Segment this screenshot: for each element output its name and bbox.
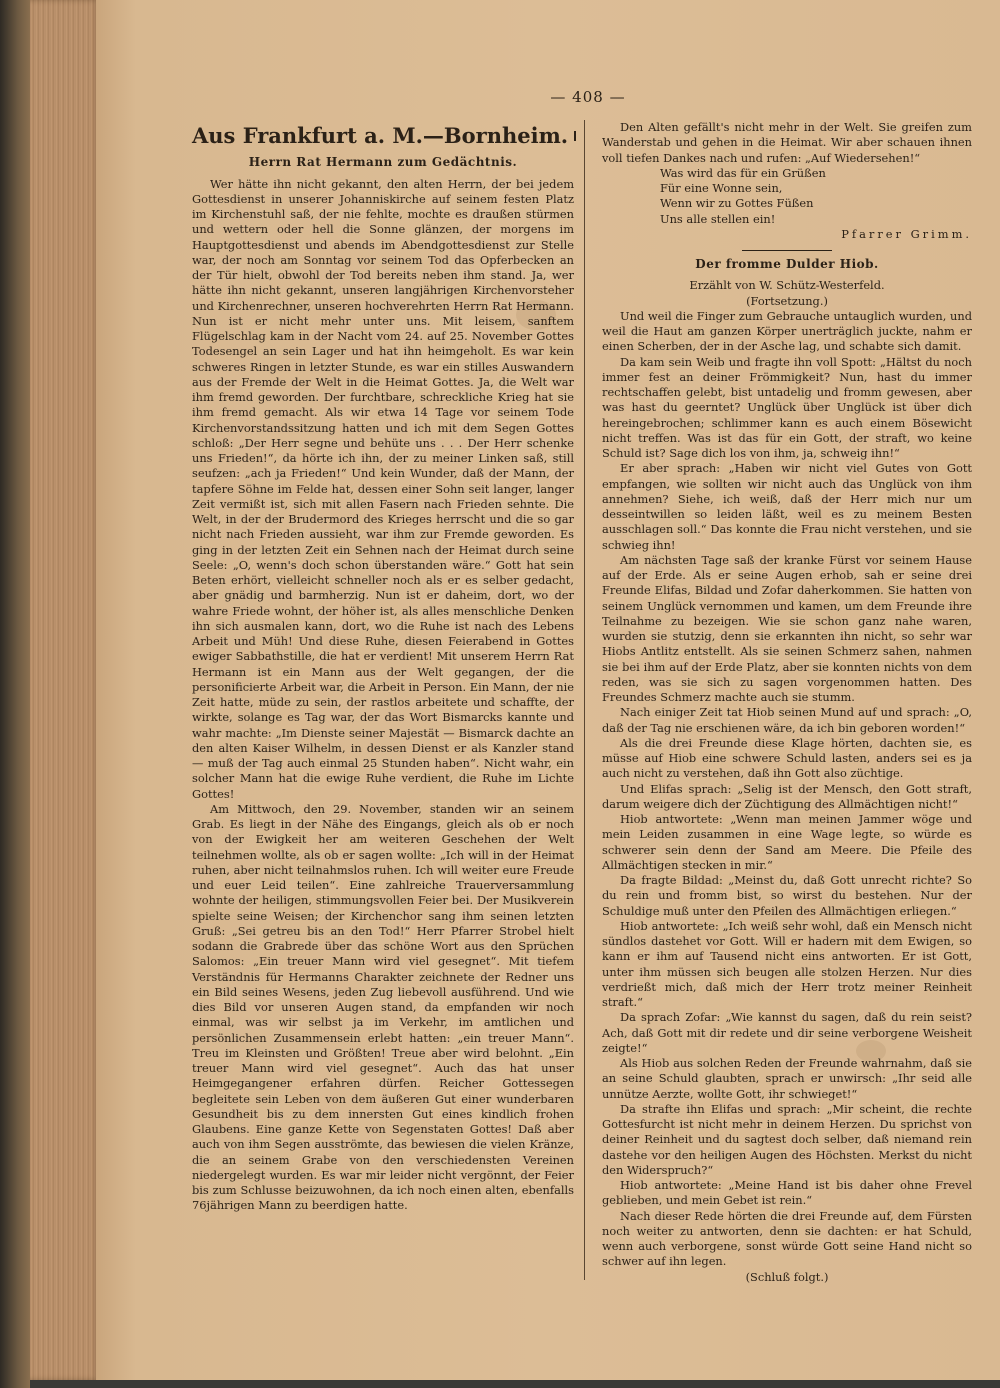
paragraph: Als die drei Freunde diese Klage hörten, dachten sie, es müsse auf Hiob eine schwere Schuld lasten, anders sei es ja auch nicht zu verstehen, daß ihn Gott also züchtige. [602,735,972,781]
poem-line: Uns alle stellen ein! [660,211,776,226]
story-title: Der fromme Dulder Hiob. [695,257,879,271]
paragraph: Da kam sein Weib und fragte ihn voll Spott: „Hältst du noch immer fest an deiner Frömmigkeit? Nun, hast du immer rechtschaffen gelebt, bist untadelig und fromm gewesen, aber was hast du geerntet? Unglück über Unglück ist über dich hereingebrochen; schlimmer kann es auch einem Bösewicht nicht treffen. Was ist das für ein Gott, der straft, wo keine Schuld ist? Sage dich los von ihm, ja, schweig ihn!“ [602,354,972,460]
article-subtitle: Herrn Rat Hermann zum Gedächtnis. [248,155,518,170]
paragraph: Und Elifas sprach: „Selig ist der Mensch, den Gott straft, darum weigere dich der Züchtigung des Allmächtigen nicht!“ [602,781,972,811]
poem [602,166,972,227]
divider [742,250,832,251]
page-edges [30,0,100,1380]
right-column [602,120,972,1285]
poem-line: Wenn wir zu Gottes Füßen [660,196,814,211]
paragraph: Er aber sprach: „Haben wir nicht viel Gutes von Gott empfangen, wie sollten wir nicht auch das Unglück von ihm annehmen? Siehe, ich weiß, daß der Herr mich nur um desseintwillen so leiden läßt, weil es zu meinem Besten ausschlagen soll.“ Das konnte die Frau nicht verstehen, und sie schwieg ihn! [602,461,972,552]
story-continuation: (Fortsetzung.) [746,293,828,308]
square-ornament-icon [574,131,576,141]
paragraph: Hiob antwortete: „Ich weiß sehr wohl, daß ein Mensch nicht sündlos dastehet vor Gott. Will er hadern mit dem Ewigen, so kann er ihm auf Tausend nicht eins antworten. Er ist Gott, unter ihm müssen sich beugen alle stolzen Herzen. Nur dies verdrießt mich, daß mich der Herr trotz meiner Reinheit straft.“ [602,918,972,1009]
poem-line: Was wird das für ein Grüßen [660,165,826,180]
paragraph: Am nächsten Tage saß der kranke Fürst vor seinem Hause auf der Erde. Als er seine Augen erhob, sah er seine drei Freunde Elifas, Bildad und Zofar daherkommen. Sie hatten von seinem Unglück vernommen und kamen, um dem Freunde ihre Teilnahme zu bezeigen. Wie sie schon ganz nahe waren, wurden sie stutzig, denn sie erkannten ihn nicht, so sehr war Hiobs Antlitz entstellt. Als sie seinen Schmerz sahen, nahmen sie bei ihm auf der Erde Platz, aber sie konnten nichts von dem reden, was sie sich zu sagen vorgenommen hatten. Des Freundes Schmerz machte auch sie stumm. [602,552,972,704]
section-title: Aus Frankfurt a. M.—Bornheim. [192,123,569,148]
end-note: (Schluß folgt.) [745,1269,829,1284]
paragraph: Da fragte Bildad: „Meinst du, daß Gott unrecht richte? So du rein und fromm bist, so wirst du bestehen. Nur der Schuldige muß unter den Pfeilen des Allmächtigen erliegen.“ [602,873,972,918]
paragraph: Wer hätte ihn nicht gekannt, den alten Herrn, der bei jedem Gottesdienst in unserer Johanniskirche auf seinem festen Platz im Kirchenstuhl saß, der nie fehlte, mochte es draußen stürmen und wettern oder hell die Sonne glänzen, der morgens im Hauptgottesdienst und abends im Abendgottesdienst zur Stelle war, der noch am Sonntag vor seinem Tod das Opferbecken an der Tür hielt, obwohl der Tod bereits neben ihm stand. Ja, wer hätte ihn nicht gekannt, unseren langjährigen Kirchenvorsteher und Kirchenrechner, unseren hochverehrten Herrn Rat Hermann. Nun ist er nicht mehr unter uns. Mit leisem, sanftem Flügelschlag kam in der Nacht vom 24. auf 25. November Gottes Todesengel an sein Lager und hat ihn heimgeholt. Es war kein schweres Ringen in letzter Stunde, es war ein stilles Auswandern aus der Fremde der Welt in die Heimat Gottes. Ja, die Welt war ihm fremd geworden. Der furchtbare, schreckliche Krieg hat sie ihm fremd gemacht. Als wir etwa 14 Tage vor seinem Tode Kirchenvorstandssitzung hatten und ich mit dem Segen Gottes schloß: „Der Herr segne und behüte uns . . . Der Herr schenke uns Frieden!“, da hörte ich ihn, der zu meiner Linken saß, still seufzen: „ach ja Frieden!“ Und kein Wunder, daß der Mann, der tapfere Söhne im Felde hat, dessen einer Sohn seit langer, langer Zeit vermißt ist, sich mit allen Fasern nach Frieden sehnte. Die Welt, in der der Brudermord des Krieges herrscht und die so gar nicht nach Frieden aussieht, war ihm zur Fremde geworden. Es ging in der letzten Zeit ein Sehnen nach der Heimat durch seine Seele: „O, wenn's doch schon überstanden wäre.“ Gott hat sein Beten erhört, vielleicht schneller noch als er es selber gedacht, aber gnädig und barmherzig. Nun ist er daheim, dort, wo der wahre Friede wohnt, der höher ist, als alles menschliche Denken ihn sich ausmalen kann, dort, wo die Ruhe ist nach des Lebens Arbeit und Müh! Und diese Ruhe, diesen Feierabend in Gottes ewiger Sabbathstille, die hat er verdient! Mit unserem Herrn Rat Hermann ist ein Mann aus der Welt gegangen, der die personificierte Arbeit war, die Arbeit in Person. Ein Mann, der nie Zeit hatte, müde zu sein, der rastlos arbeitete und schaffte, der wirkte, solange es Tag war, der das Wort Bismarcks kannte und wahr machte: „Im Dienste seiner Majestät — Bismarck dachte an den alten Kaiser Wilhelm, in dessen Dienst er als Kanzler stand — muß der Tag auch einmal 25 Stunden haben“. Nicht wahr, ein solcher Mann hat die ewige Ruhe verdient, die Ruhe im Lichte Gottes! [192,176,574,801]
paragraph: Und weil die Finger zum Gebrauche untauglich wurden, und weil die Haut am ganzen Körper unerträglich juckte, nahm er einen Scherben, der in der Asche lag, und schabte sich damit. [602,308,972,354]
paragraph: Da sprach Zofar: „Wie kannst du sagen, daß du rein seist? Ach, daß Gott mit dir redete und dir seine verborgene Weisheit zeigte!“ [602,1010,972,1055]
left-column [192,120,574,1214]
book-spine [0,0,30,1388]
column-divider [584,120,585,1280]
paragraph: Hiob antwortete: „Wenn man meinen Jammer wöge und mein Leiden zusammen in eine Wage legte, so würde es schwerer sein denn der Sand am Meere. Die Pfeile des Allmächtigen stecken in mir.“ [602,812,972,872]
paragraph: Nach einiger Zeit tat Hiob seinen Mund auf und sprach: „O, daß der Tag nie erschienen wäre, da ich bin geboren worden!“ [602,705,972,735]
page-number: — 408 — [550,88,626,106]
paragraph: Da strafte ihn Elifas und sprach: „Mir scheint, die rechte Gottesfurcht ist nicht mehr in deinem Herzen. Du sprichst von deiner Reinheit und du sagtest doch selber, daß niemand rein dastehe vor den heiligen Augen des Höchsten. Merkst du nicht den Widerspruch?“ [602,1101,972,1177]
story-byline: Erzählt von W. Schütz-Westerfeld. [689,278,885,293]
paragraph: Nach dieser Rede hörten die drei Freunde auf, dem Fürsten noch weiter zu antworten, denn sie dachten: er hat Schuld, wenn auch verborgene, sonst würde Gott seine Hand nicht so schwer auf ihn legen. [602,1208,972,1269]
section-heading [192,123,574,148]
scanned-page [96,0,1000,1380]
poem-line: Für eine Wonne sein, [660,181,783,195]
paragraph: Hiob antwortete: „Meine Hand ist bis daher ohne Frevel geblieben, und mein Gebet ist rein.“ [602,1178,972,1208]
paragraph: Den Alten gefällt's nicht mehr in der Welt. Sie greifen zum Wanderstab und gehen in die Heimat. Wir aber schauen ihnen voll tiefen Dankes nach und rufen: „Auf Wiedersehen!“ [602,120,972,165]
paragraph: Als Hiob aus solchen Reden der Freunde wahrnahm, daß sie an seine Schuld glaubten, sprach er unwirsch: „Ihr seid alle unnütze Aerzte, wollte Gott, ihr schwieget!“ [602,1056,972,1101]
signature: Pfarrer Grimm. [841,226,972,241]
paragraph: Am Mittwoch, den 29. November, standen wir an seinem Grab. Es liegt in der Nähe des Eingangs, gleich als ob er noch von der Ewigkeit her am weiteren Geschehen der Welt teilnehmen wollte, als ob er sagen wollte: „Ich will in der Heimat ruhen, aber nicht teilnahmslos ruhen. Ich will weiter eure Freude und euer Leid teilen“. Eine zahlreiche Trauerversammlung wohnte der heiligen, stimmungsvollen Feier bei. Der Musikverein spielte seine Weisen; der Kirchenchor sang ihm seinen letzten Gruß: „Sei getreu bis an den Tod!“ Herr Pfarrer Strobel hielt sodann die Grabrede über das schöne Wort aus den Sprüchen Salomos: „Ein treuer Mann wird viel gesegnet“. Mit tiefem Verständnis für Hermanns Charakter zeichnete der Redner uns ein Bild seines Wesens, jeden Zug liebevoll ausführend. Und wie dies Bild vor unseren Augen stand, da empfanden wir noch einmal, was wir selbst ja im Verkehr, im amtlichen und persönlichen Zusammensein erlebt hatten: „ein treuer Mann“. Treu im Kleinsten und Größten! Treue aber wird belohnt. „Ein treuer Mann wird viel gesegnet“. Auch das hat unser Heimgegangener erfahren dürfen. Reicher Gottessegen begleitete sein Leben von dem äußeren Gut einer wunderbaren Gesundheit bis zu dem innersten Gut eines kindlich frohen Glaubens. Eine ganze Kette von Segenstaten Gottes! Daß aber auch von ihm Segen ausströmte, das bewiesen die vielen Kränze, die an seinem Grabe von den verschiedensten Vereinen niedergelegt wurden. Es war mir leider nicht vergönnt, der Feier bis zum Schlusse beizuwohnen, da ich noch einen alten, ebenfalls 76jährigen Mann zu beerdigen hatte. [192,801,574,1213]
